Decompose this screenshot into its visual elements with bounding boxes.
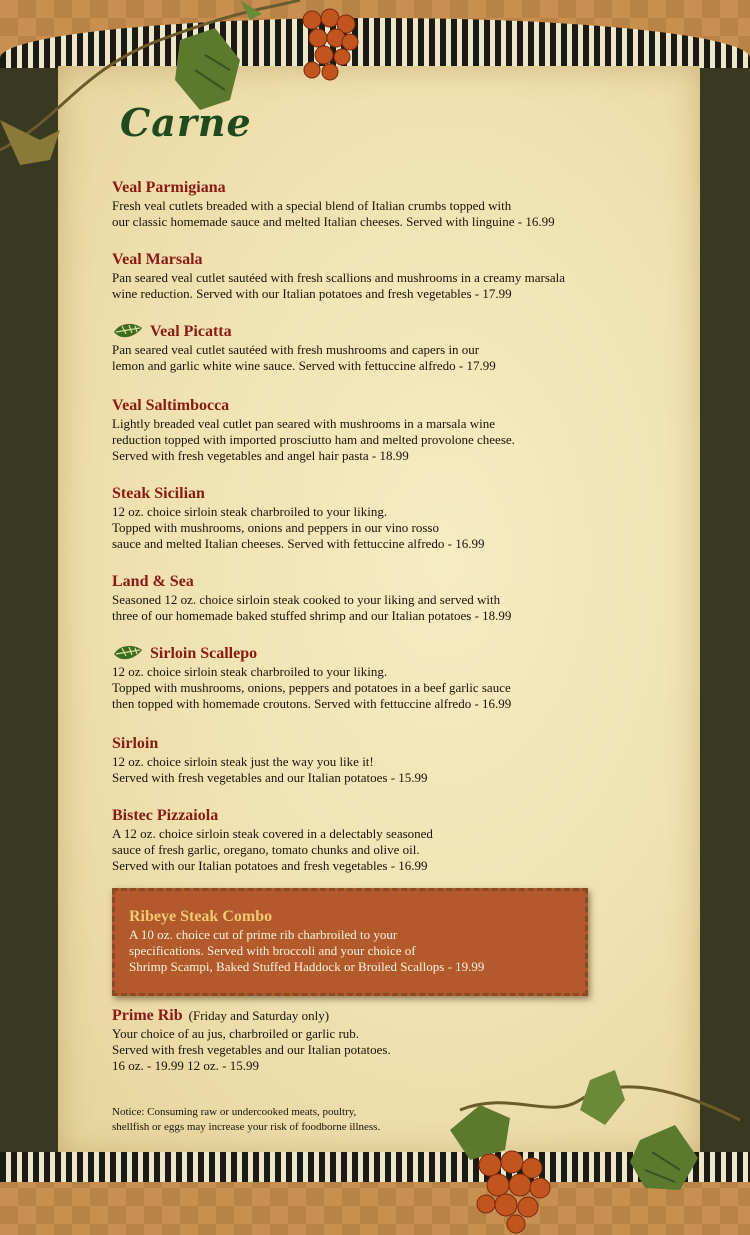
item-description: Pan seared veal cutlet sautéed with fresh scallions and mushrooms in a creamy marsala wine reduction. Served with our Italian potatoes and fresh vegetables - 17.99 bbox=[112, 270, 566, 301]
leaf-icon bbox=[112, 644, 144, 664]
item-description: A 12 oz. choice sirloin steak covered in a delectably seasoned sauce of fresh garlic, oregano, tomato chunks and olive oil. Served with our Italian potatoes and fresh vegetables - 16.99 bbox=[112, 826, 433, 873]
item-name: Veal Picatta bbox=[150, 323, 232, 340]
left-border bbox=[0, 68, 62, 1158]
menu-item bbox=[112, 572, 511, 624]
menu-item bbox=[112, 178, 555, 230]
item-name: Sirloin bbox=[112, 735, 159, 752]
right-border bbox=[700, 68, 750, 1158]
combo-special-box bbox=[112, 888, 588, 996]
item-name: Veal Parmigiana bbox=[112, 179, 226, 196]
menu-item bbox=[112, 396, 515, 464]
item-name: Sirloin Scallepo bbox=[150, 645, 258, 662]
item-name: Prime Rib bbox=[112, 1007, 183, 1024]
item-description: Your choice of au jus, charbroiled or garlic rub. Served with fresh vegetables and our Italian potatoes. 16 oz. - 19.99 12 oz. - 15.99 bbox=[112, 1026, 391, 1073]
menu-item bbox=[112, 322, 496, 374]
menu-item bbox=[112, 250, 565, 302]
leaf-icon bbox=[112, 322, 144, 342]
item-note: (Friday and Saturday only) bbox=[188, 1008, 330, 1023]
item-description: Pan seared veal cutlet sautéed with fresh mushrooms and capers in our lemon and garlic white wine sauce. Served with fettuccine alfredo - 17.99 bbox=[112, 342, 496, 373]
item-description: 12 oz. choice sirloin steak charbroiled to your liking. Topped with mushrooms, onions and peppers in our vino rosso sauce and melted Italian cheeses. Served with fettuccine alfredo - 16.99 bbox=[112, 504, 485, 551]
item-description: Seasoned 12 oz. choice sirloin steak cooked to your liking and served with three of our homemade baked stuffed shrimp and our Italian potatoes - 18.99 bbox=[112, 592, 512, 623]
item-name: Bistec Pizzaiola bbox=[112, 807, 219, 824]
item-name: Land & Sea bbox=[112, 573, 194, 590]
combo-description: A 10 oz. choice cut of prime rib charbroiled to your specifications. Served with broccoli and your choice of Shrimp Scampi, Baked Stuffed Haddock or Broiled Scallops - 19.99 bbox=[129, 927, 485, 974]
menu-item bbox=[112, 484, 485, 552]
prime-rib-item bbox=[112, 1006, 532, 1074]
item-name: Steak Sicilian bbox=[112, 485, 205, 502]
menu-item bbox=[112, 644, 511, 712]
food-safety-notice: Notice: Consuming raw or undercooked meats, poultry, shellfish or eggs may increase your risk of foodborne illness. bbox=[112, 1106, 381, 1133]
item-description: 12 oz. choice sirloin steak just the way you like it! Served with fresh vegetables and our Italian potatoes - 15.99 bbox=[112, 754, 428, 785]
item-description: 12 oz. choice sirloin steak charbroiled to your liking. Topped with mushrooms, onions, peppers and potatoes in a beef garlic sauce then topped with homemade croutons. Served with fettuccine alfredo - 16.99 bbox=[112, 664, 512, 711]
section-title: Carne bbox=[120, 100, 252, 145]
item-name: Veal Marsala bbox=[112, 251, 203, 268]
item-name: Veal Saltimbocca bbox=[112, 397, 230, 414]
menu-item bbox=[112, 734, 428, 786]
combo-name: Ribeye Steak Combo bbox=[129, 908, 273, 925]
item-description: Lightly breaded veal cutlet pan seared with mushrooms in a marsala wine reduction topped with imported prosciutto ham and melted provolone cheese. Served with fresh vegetables and angel hair pasta - 18.99 bbox=[112, 416, 515, 463]
grape-vine-bottom-icon bbox=[440, 1070, 750, 1235]
item-description: Fresh veal cutlets breaded with a special blend of Italian crumbs topped with our classic homemade sauce and melted Italian cheeses. Served with linguine - 16.99 bbox=[112, 198, 555, 229]
menu-item bbox=[112, 806, 433, 874]
